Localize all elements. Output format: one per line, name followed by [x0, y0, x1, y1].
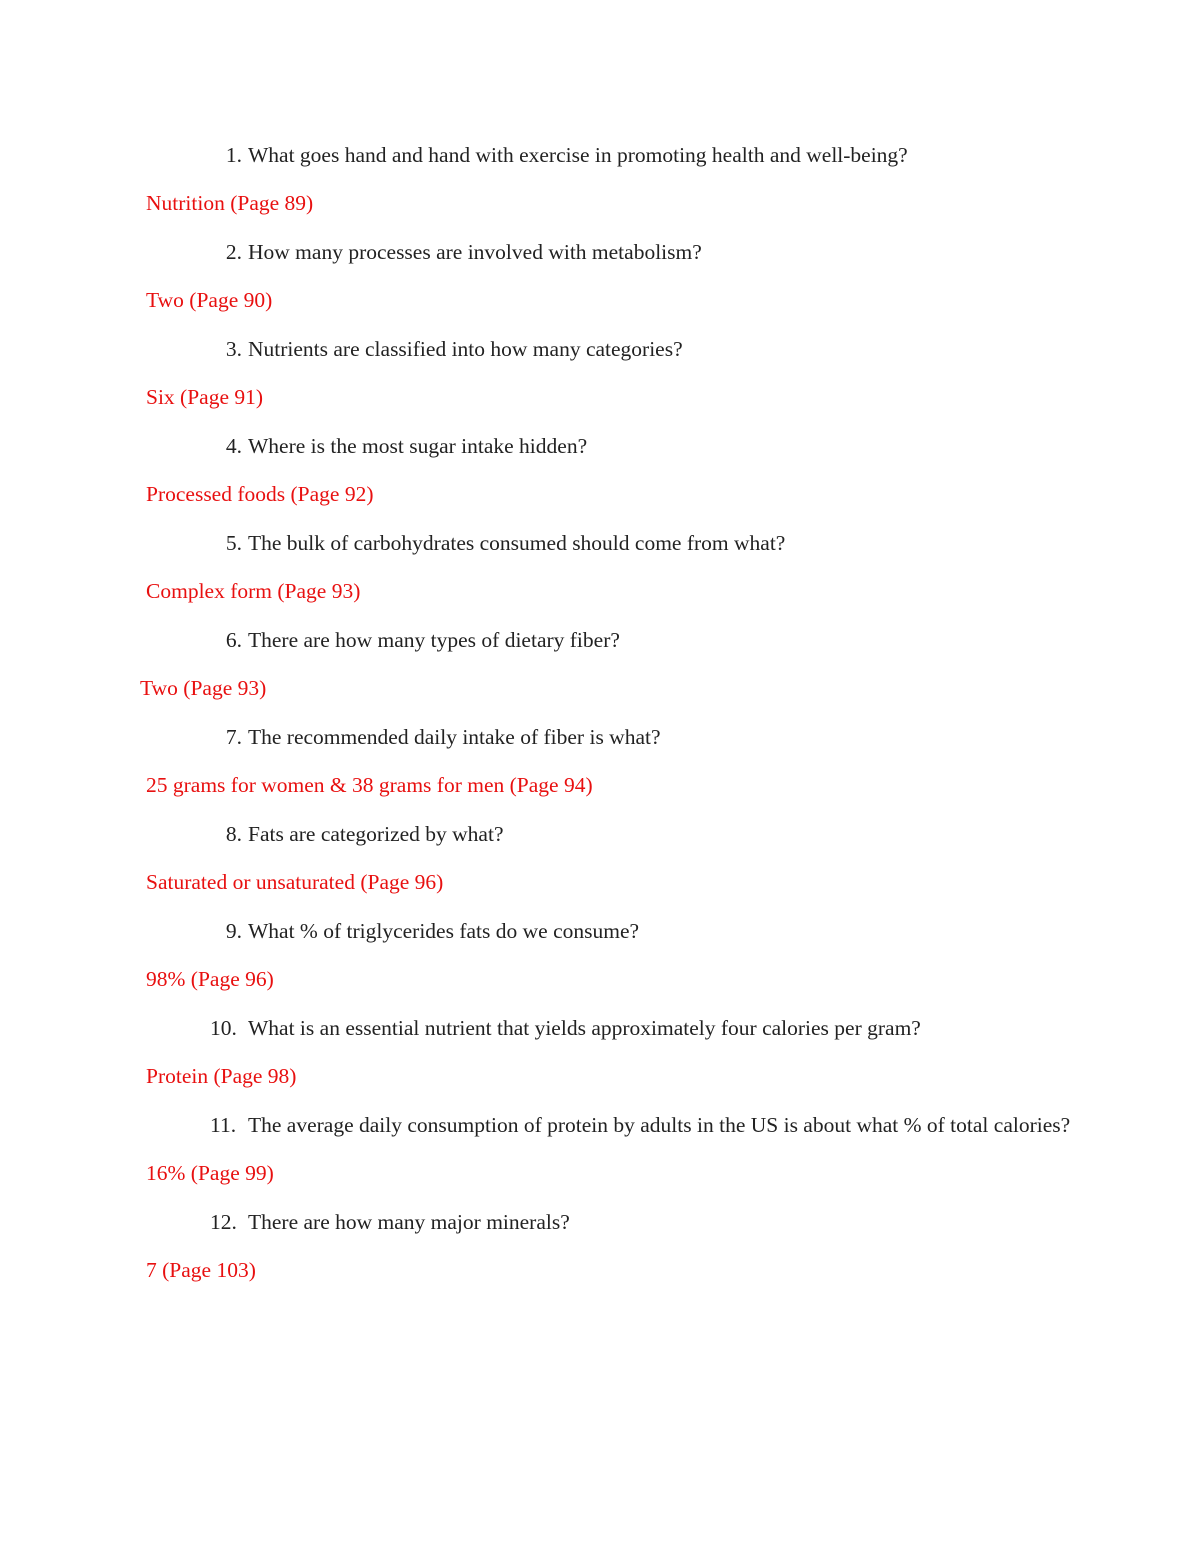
question-text: The bulk of carbohydrates consumed should come from what? [248, 531, 786, 555]
question-number: 11. [210, 1113, 237, 1137]
question-text: What % of triglycerides fats do we consume? [248, 919, 640, 943]
question-number: 12. [210, 1210, 237, 1234]
question-number: 7. [225, 725, 242, 749]
question-number: 3. [225, 337, 242, 361]
question-8 [225, 819, 1078, 850]
answer-12: 7 (Page 103) [146, 1258, 256, 1282]
answer-8: Saturated or unsaturated (Page 96) [146, 870, 444, 894]
question-11 [210, 1110, 1078, 1141]
question-number: 6. [225, 628, 242, 652]
question-4 [225, 431, 1078, 462]
question-number: 9. [225, 919, 242, 943]
question-7 [225, 722, 1078, 753]
question-text: What is an essential nutrient that yields approximately four calories per gram? [248, 1016, 921, 1040]
question-text: The recommended daily intake of fiber is what? [248, 725, 661, 749]
answer-11: 16% (Page 99) [146, 1161, 274, 1185]
question-text: Where is the most sugar intake hidden? [248, 434, 588, 458]
answer-7: 25 grams for women & 38 grams for men (Page 94) [146, 773, 593, 797]
question-9 [225, 916, 1078, 947]
question-text: There are how many types of dietary fiber? [248, 628, 620, 652]
question-text: The average daily consumption of protein by adults in the US is about what % of total calories? [248, 1113, 1071, 1137]
answer-9: 98% (Page 96) [146, 967, 274, 991]
question-number: 4. [225, 434, 242, 458]
question-12 [210, 1207, 1078, 1238]
question-1 [225, 140, 1078, 171]
answer-3: Six (Page 91) [146, 385, 264, 409]
question-number: 2. [225, 240, 242, 264]
question-number: 8. [225, 822, 242, 846]
question-text: Nutrients are classified into how many categories? [248, 337, 683, 361]
question-2 [225, 237, 1078, 268]
answer-6: Two (Page 93) [140, 676, 267, 700]
question-text: There are how many major minerals? [248, 1210, 570, 1234]
question-6 [225, 625, 1078, 656]
question-3 [225, 334, 1078, 365]
answer-4: Processed foods (Page 92) [146, 482, 374, 506]
question-number: 5. [225, 531, 242, 555]
question-answer-list [0, 140, 1200, 1304]
question-number: 1. [225, 143, 242, 167]
question-number: 10. [210, 1016, 237, 1040]
question-text: Fats are categorized by what? [248, 822, 504, 846]
question-10 [210, 1013, 1078, 1044]
answer-5: Complex form (Page 93) [146, 579, 361, 603]
question-5 [225, 528, 1078, 559]
answer-2: Two (Page 90) [146, 288, 273, 312]
answer-1: Nutrition (Page 89) [146, 191, 314, 215]
answer-10: Protein (Page 98) [146, 1064, 297, 1088]
question-text: How many processes are involved with metabolism? [248, 240, 702, 264]
question-text: What goes hand and hand with exercise in promoting health and well-being? [248, 143, 908, 167]
